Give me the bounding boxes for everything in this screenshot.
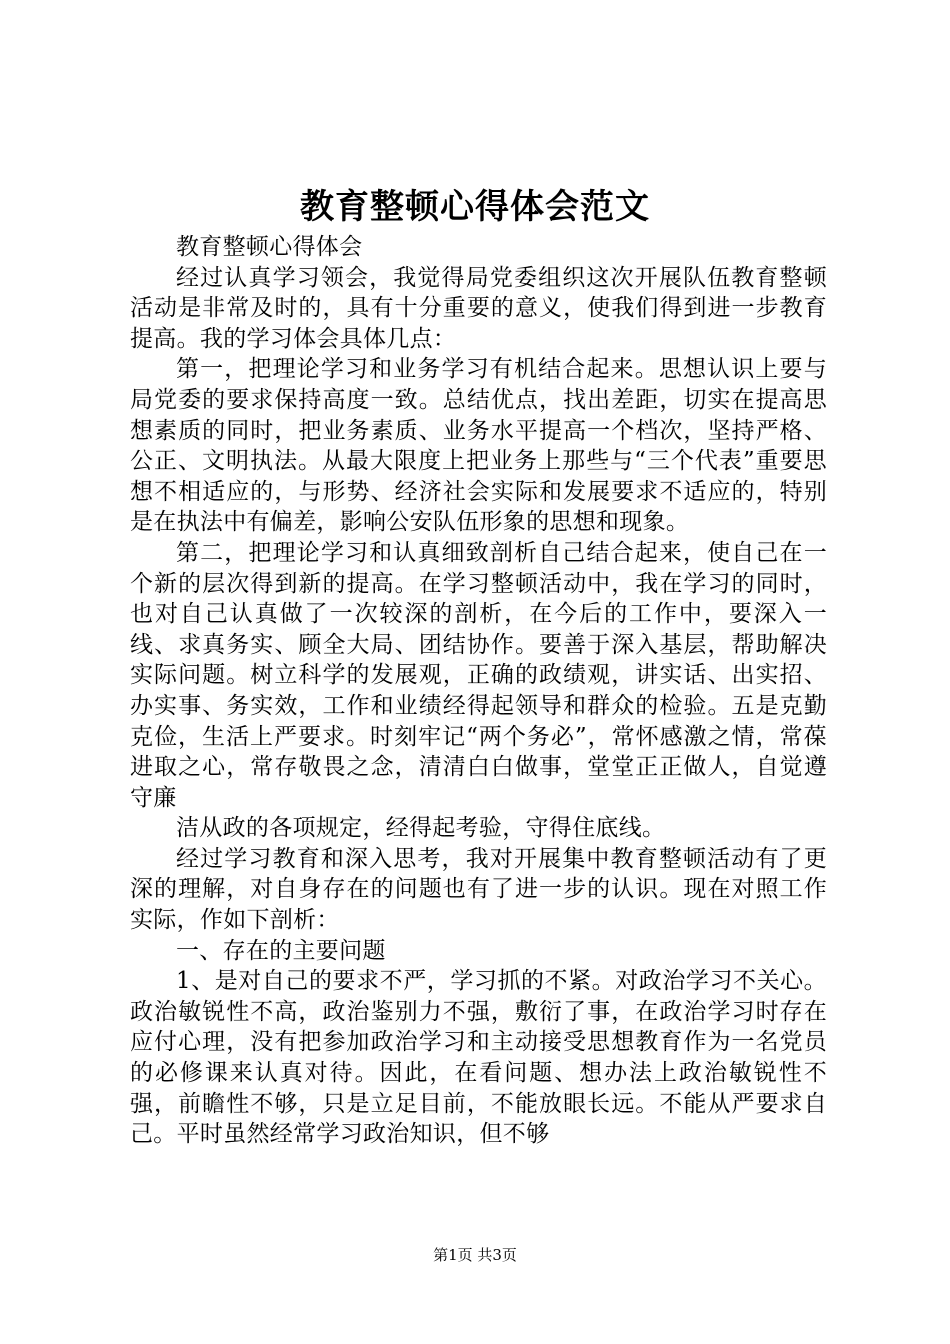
paragraph: 洁从政的各项规定，经得起考验，守得住底线。 <box>176 815 666 842</box>
paragraph: 一、存在的主要问题 <box>176 937 386 964</box>
paragraph: 教育整顿心得体会 <box>176 234 363 260</box>
document-title: 教育整顿心得体会范文 <box>300 187 650 227</box>
paragraph: 第一，把理论学习和业务学习有机结合起来。思想认识上要与局党委的要求保持高度一致。总结优点，找出差距，切实在提高思想素质的同时，把业务素质、业务水平提高一个档次，坚持严格、公正、文明执法。从最大限度上把业务上那些与“三个代表”重要思想不相适应的，与形势、经济社会实际和发展要求不适应的，特别是在执法中有偏差，影响公安队伍形象的思想和现象。 <box>130 356 827 536</box>
paragraph: 第二，把理论学习和认真细致剖析自己结合起来，使自己在一个新的层次得到新的提高。在学习整顿活动中，我在学习的同时，也对自己认真做了一次较深的剖析，在今后的工作中，要深入一线、求真务实、顾全大局、团结协作。要善于深入基层，帮助解决实际问题。树立科学的发展观，正确的政绩观，讲实话、出实招、办实事、务实效，工作和业绩经得起领导和群众的检验。五是克勤克俭，生活上严要求。时刻牢记“两个务必”，常怀感激之情，常葆进取之心，常存敬畏之念，清清白白做事，堂堂正正做人，自觉遵守廉 <box>130 539 827 811</box>
paragraph: 1、是对自己的要求不严，学习抓的不紧。对政治学习不关心。政治敏锐性不高，政治鉴别力不强，敷衍了事，在政治学习时存在应付心理，没有把参加政治学习和主动接受思想教育作为一名党员的必修课来认真对待。因此，在看问题、想办法上政治敏锐性不强，前瞻性不够，只是立足目前，不能放眼长远。不能从严要求自己。平时虽然经常学习政治知识，但不够 <box>130 968 827 1148</box>
document-body <box>130 232 827 1150</box>
paragraph: 经过学习教育和深入思考，我对开展集中教育整顿活动有了更深的理解，对自身存在的问题也有了进一步的认识。现在对照工作实际，作如下剖析： <box>130 845 827 934</box>
paragraph: 经过认真学习领会，我觉得局党委组织这次开展队伍教育整顿活动是非常及时的，具有十分重要的意义，使我们得到进一步教育提高。我的学习体会具体几点： <box>130 264 827 352</box>
page-footer: 第1页 共3页 <box>433 1246 517 1264</box>
